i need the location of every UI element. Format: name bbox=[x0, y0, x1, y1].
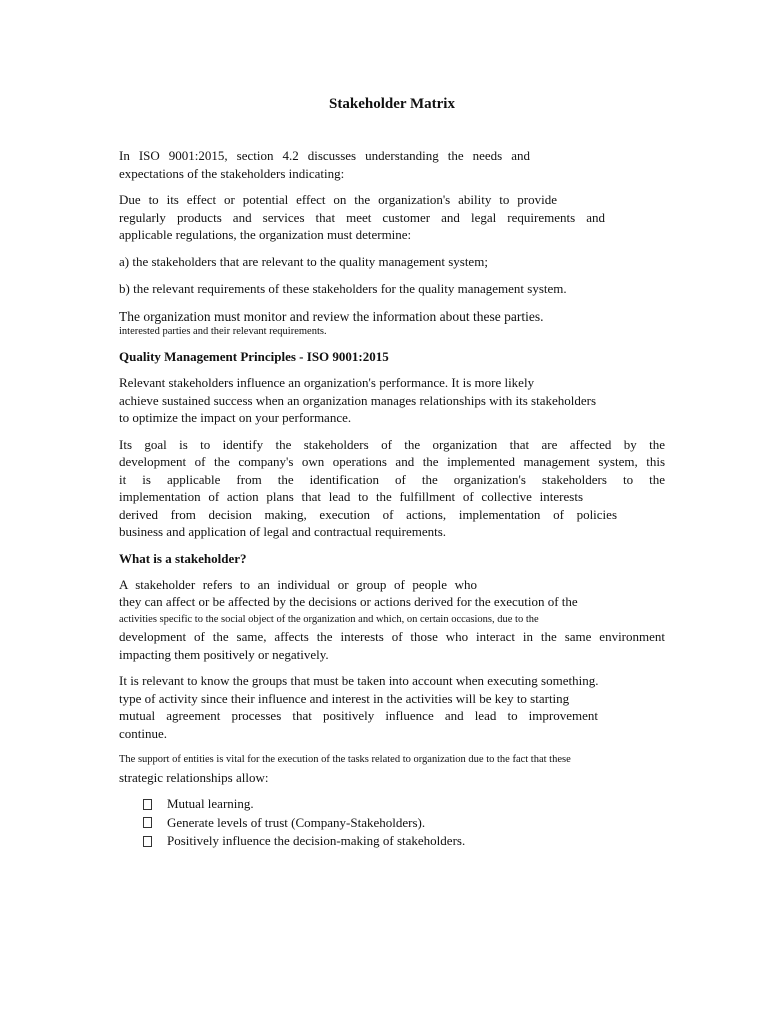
text-line: regularly products and services that meet customer and legal requirements and bbox=[119, 209, 605, 225]
list-item-text: Mutual learning. bbox=[167, 796, 254, 811]
list-item-text: Generate levels of trust (Company-Stakeholders). bbox=[167, 814, 426, 830]
monitor-paragraph bbox=[119, 308, 665, 339]
relevance-paragraph bbox=[119, 672, 665, 742]
text-line: derived from decision making, execution of actions, implementation of policies bbox=[119, 506, 617, 522]
text-line: development of the company's own operations and the implemented management system, this bbox=[119, 454, 665, 469]
text-line: implementation of action plans that lead to the fulfillment of collective interests bbox=[119, 489, 583, 504]
text-line: continue. bbox=[119, 725, 168, 741]
text-line: business and application of legal and contractual requirements. bbox=[119, 524, 447, 539]
item-a: a) the stakeholders that are relevant to the quality management system; bbox=[119, 253, 488, 269]
goal-paragraph bbox=[119, 436, 665, 541]
list-item bbox=[143, 832, 665, 851]
text-line: mutual agreement processes that positively influence and lead to improvement bbox=[119, 708, 598, 723]
principles-paragraph bbox=[119, 374, 665, 427]
text-line: it is applicable from the identification of the organization's stakeholders to the bbox=[119, 471, 665, 487]
text-line: achieve sustained success when an organization manages relationships with its stakeholders bbox=[119, 392, 597, 408]
text-line: to optimize the impact on your performance. bbox=[119, 410, 352, 425]
text-line: It is relevant to know the groups that must be taken into account when executing something. bbox=[119, 673, 599, 688]
text-line: impacting them positively or negatively. bbox=[119, 646, 329, 662]
list-item-text: Positively influence the decision-making of stakeholders. bbox=[167, 833, 466, 848]
heading-stakeholder: What is a stakeholder? bbox=[119, 550, 247, 566]
text-line: In ISO 9001:2015, section 4.2 discusses understanding the needs and bbox=[119, 148, 530, 163]
heading-principles: Quality Management Principles - ISO 9001:2015 bbox=[119, 349, 389, 364]
text-line: The organization must monitor and review the information about these parties. bbox=[119, 308, 544, 324]
document-title: Stakeholder Matrix bbox=[329, 96, 455, 112]
text-line: The support of entities is vital for the execution of the tasks related to organization due to the fact that these bbox=[119, 754, 571, 765]
list-item bbox=[143, 795, 665, 814]
square-bullet-icon bbox=[143, 836, 152, 847]
support-paragraph bbox=[119, 751, 665, 786]
intro-paragraph bbox=[119, 147, 665, 182]
effect-paragraph bbox=[119, 191, 665, 244]
text-line: applicable regulations, the organization must determine: bbox=[119, 227, 412, 242]
square-bullet-icon bbox=[143, 799, 152, 810]
square-bullet-icon bbox=[143, 817, 152, 828]
text-line: they can affect or be affected by the decisions or actions derived for the execution of the bbox=[119, 594, 578, 609]
text-line: expectations of the stakeholders indicating: bbox=[119, 165, 345, 181]
definition-paragraph bbox=[119, 576, 665, 664]
text-line: A stakeholder refers to an individual or group of people who bbox=[119, 576, 477, 592]
text-line: development of the same, affects the interests of those who interact in the same environment bbox=[119, 629, 665, 644]
text-line: type of activity since their influence and interest in the activities will be key to starting bbox=[119, 690, 570, 706]
list-item bbox=[143, 814, 665, 833]
benefits-list bbox=[143, 795, 665, 851]
text-line: Relevant stakeholders influence an organization's performance. It is more likely bbox=[119, 375, 535, 390]
text-line: strategic relationships allow: bbox=[119, 769, 269, 785]
item-b: b) the relevant requirements of these stakeholders for the quality management system. bbox=[119, 281, 567, 296]
text-line: interested parties and their relevant requirements. bbox=[119, 326, 327, 337]
text-line: Due to its effect or potential effect on the organization's ability to provide bbox=[119, 192, 557, 207]
text-line: Its goal is to identify the stakeholders of the organization that are affected by the bbox=[119, 436, 665, 452]
text-line: activities specific to the social object of the organization and which, on certain occasions, due to the bbox=[119, 613, 539, 625]
document-page bbox=[119, 96, 665, 851]
